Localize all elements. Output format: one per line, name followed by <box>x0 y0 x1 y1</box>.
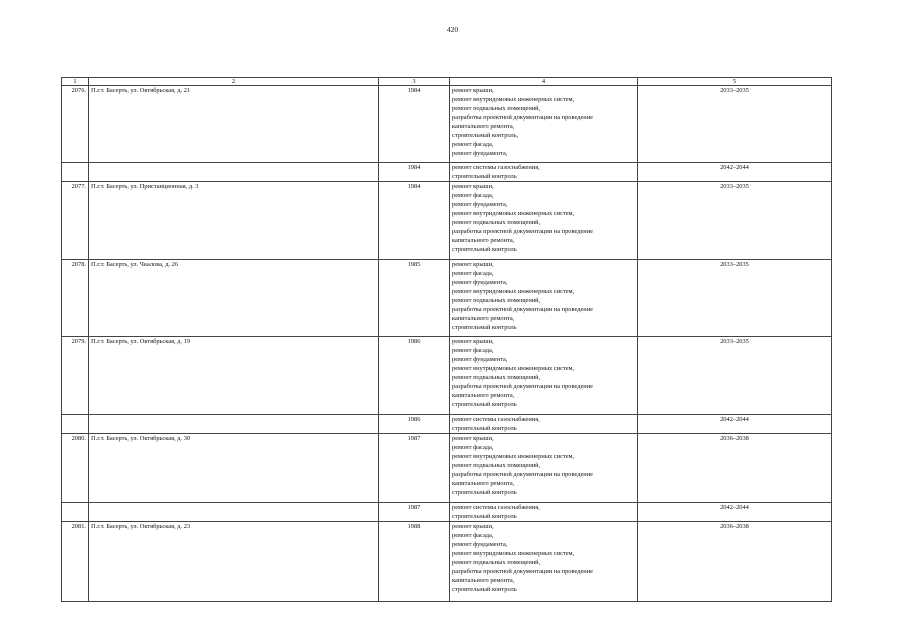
work-item: ремонт фасада, <box>452 347 494 354</box>
work-item: капитального ремонта, <box>452 237 515 244</box>
address-cell <box>89 163 379 182</box>
table-row <box>62 415 832 434</box>
work-item: ремонт внутридомовых инженерных систем, <box>452 288 575 295</box>
work-item: ремонт подвальных помещений, <box>452 297 541 304</box>
address-cell: П.г.т. Басерть, ул. Пристанционная, д. 3 <box>89 182 379 260</box>
period-cell: 2033–2035 <box>638 337 832 415</box>
table-row <box>62 182 832 260</box>
works-cell <box>450 260 638 337</box>
work-item: ремонт фундамента, <box>452 541 508 548</box>
work-item: ремонт внутридомовых инженерных систем, <box>452 550 575 557</box>
address-cell: П.г.т. Басерть, ул. Октябрьская, д. 21 <box>89 86 379 163</box>
row-number-cell: 2078. <box>62 260 89 337</box>
work-item: ремонт фундамента, <box>452 279 508 286</box>
year-cell: 1984 <box>379 163 450 182</box>
work-item: строительный контроль <box>452 425 517 432</box>
address-cell: П.г.т. Басерть, ул. Чкалова, д. 26 <box>89 260 379 337</box>
year-cell: 1987 <box>379 503 450 522</box>
work-item: ремонт фундамента, <box>452 150 508 157</box>
works-cell <box>450 434 638 503</box>
work-item: строительный контроль <box>452 401 517 408</box>
work-item: капитального ремонта, <box>452 123 515 130</box>
work-item: ремонт фасада, <box>452 270 494 277</box>
address-cell: П.г.т. Басерть, ул. Октябрьская, д. 19 <box>89 337 379 415</box>
table-row <box>62 503 832 522</box>
work-item: ремонт подвальных помещений, <box>452 105 541 112</box>
row-number-cell <box>62 163 89 182</box>
work-item: ремонт крыши, <box>452 338 494 345</box>
table-row <box>62 522 832 602</box>
works-cell <box>450 337 638 415</box>
work-item: разработка проектной документации на проведение <box>452 471 593 478</box>
row-number-cell: 2081. <box>62 522 89 602</box>
period-cell: 2036–2038 <box>638 434 832 503</box>
repair-register-table <box>61 77 832 602</box>
row-number-cell <box>62 503 89 522</box>
page-number: 420 <box>446 25 459 34</box>
table-row <box>62 434 832 503</box>
table-row <box>62 260 832 337</box>
header-col-1: 1 <box>62 78 89 86</box>
works-cell <box>450 86 638 163</box>
work-item: разработка проектной документации на проведение <box>452 383 593 390</box>
work-item: разработка проектной документации на проведение <box>452 114 593 121</box>
row-number-cell: 2079. <box>62 337 89 415</box>
row-number-cell <box>62 415 89 434</box>
work-item: строительный контроль <box>452 246 517 253</box>
work-item: ремонт системы газоснабжения, <box>452 164 540 171</box>
work-item: ремонт крыши, <box>452 87 494 94</box>
work-item: ремонт внутридомовых инженерных систем, <box>452 453 575 460</box>
period-cell: 2042–2044 <box>638 163 832 182</box>
period-cell: 2036–2038 <box>638 522 832 602</box>
works-cell <box>450 522 638 602</box>
work-item: ремонт внутридомовых инженерных систем, <box>452 210 575 217</box>
year-cell: 1984 <box>379 182 450 260</box>
work-item: ремонт системы газоснабжения, <box>452 416 540 423</box>
work-item: ремонт системы газоснабжения, <box>452 504 540 511</box>
table-row <box>62 337 832 415</box>
work-item: строительный контроль <box>452 489 517 496</box>
work-item: капитального ремонта, <box>452 577 515 584</box>
work-item: ремонт крыши, <box>452 183 494 190</box>
works-cell <box>450 503 638 522</box>
work-item: строительный контроль <box>452 513 517 520</box>
work-item: строительный контроль <box>452 173 517 180</box>
header-col-2: 2 <box>89 78 379 86</box>
period-cell: 2033–2035 <box>638 182 832 260</box>
table-row <box>62 163 832 182</box>
work-item: ремонт подвальных помещений, <box>452 462 541 469</box>
work-item: ремонт подвальных помещений, <box>452 374 541 381</box>
table-row <box>62 86 832 163</box>
row-number-cell: 2077. <box>62 182 89 260</box>
work-item: ремонт крыши, <box>452 261 494 268</box>
row-number-cell: 2076. <box>62 86 89 163</box>
work-item: строительный контроль <box>452 586 517 593</box>
header-col-4: 4 <box>450 78 638 86</box>
period-cell: 2042–2044 <box>638 415 832 434</box>
address-cell: П.г.т. Басерть, ул. Октябрьская, д. 30 <box>89 434 379 503</box>
work-item: ремонт фундамента, <box>452 201 508 208</box>
period-cell: 2033–2035 <box>638 86 832 163</box>
work-item: капитального ремонта, <box>452 392 515 399</box>
work-item: ремонт фасада, <box>452 141 494 148</box>
period-cell: 2042–2044 <box>638 503 832 522</box>
work-item: ремонт фасада, <box>452 192 494 199</box>
work-item: ремонт крыши, <box>452 523 494 530</box>
year-cell: 1987 <box>379 434 450 503</box>
period-cell: 2033–2035 <box>638 260 832 337</box>
work-item: строительный контроль, <box>452 132 519 139</box>
work-item: капитального ремонта, <box>452 480 515 487</box>
work-item: ремонт подвальных помещений, <box>452 219 541 226</box>
work-item: ремонт фундамента, <box>452 356 508 363</box>
row-number-cell: 2080. <box>62 434 89 503</box>
work-item: разработка проектной документации на проведение <box>452 306 593 313</box>
work-item: разработка проектной документации на проведение <box>452 228 593 235</box>
works-cell <box>450 163 638 182</box>
works-cell <box>450 415 638 434</box>
work-item: ремонт подвальных помещений, <box>452 559 541 566</box>
year-cell: 1988 <box>379 522 450 602</box>
work-item: ремонт внутридомовых инженерных систем, <box>452 365 575 372</box>
work-item: капитального ремонта, <box>452 315 515 322</box>
table-header-row <box>62 78 832 86</box>
work-item: строительный контроль <box>452 324 517 331</box>
header-col-3: 3 <box>379 78 450 86</box>
year-cell: 1985 <box>379 260 450 337</box>
work-item: разработка проектной документации на проведение <box>452 568 593 575</box>
work-item: ремонт внутридомовых инженерных систем, <box>452 96 575 103</box>
address-cell <box>89 503 379 522</box>
year-cell: 1986 <box>379 415 450 434</box>
address-cell: П.г.т. Басерть, ул. Октябрьская, д. 23 <box>89 522 379 602</box>
work-item: ремонт фасада, <box>452 532 494 539</box>
address-cell <box>89 415 379 434</box>
year-cell: 1984 <box>379 86 450 163</box>
header-col-5: 5 <box>638 78 832 86</box>
work-item: ремонт фасада, <box>452 444 494 451</box>
works-cell <box>450 182 638 260</box>
year-cell: 1986 <box>379 337 450 415</box>
work-item: ремонт крыши, <box>452 435 494 442</box>
